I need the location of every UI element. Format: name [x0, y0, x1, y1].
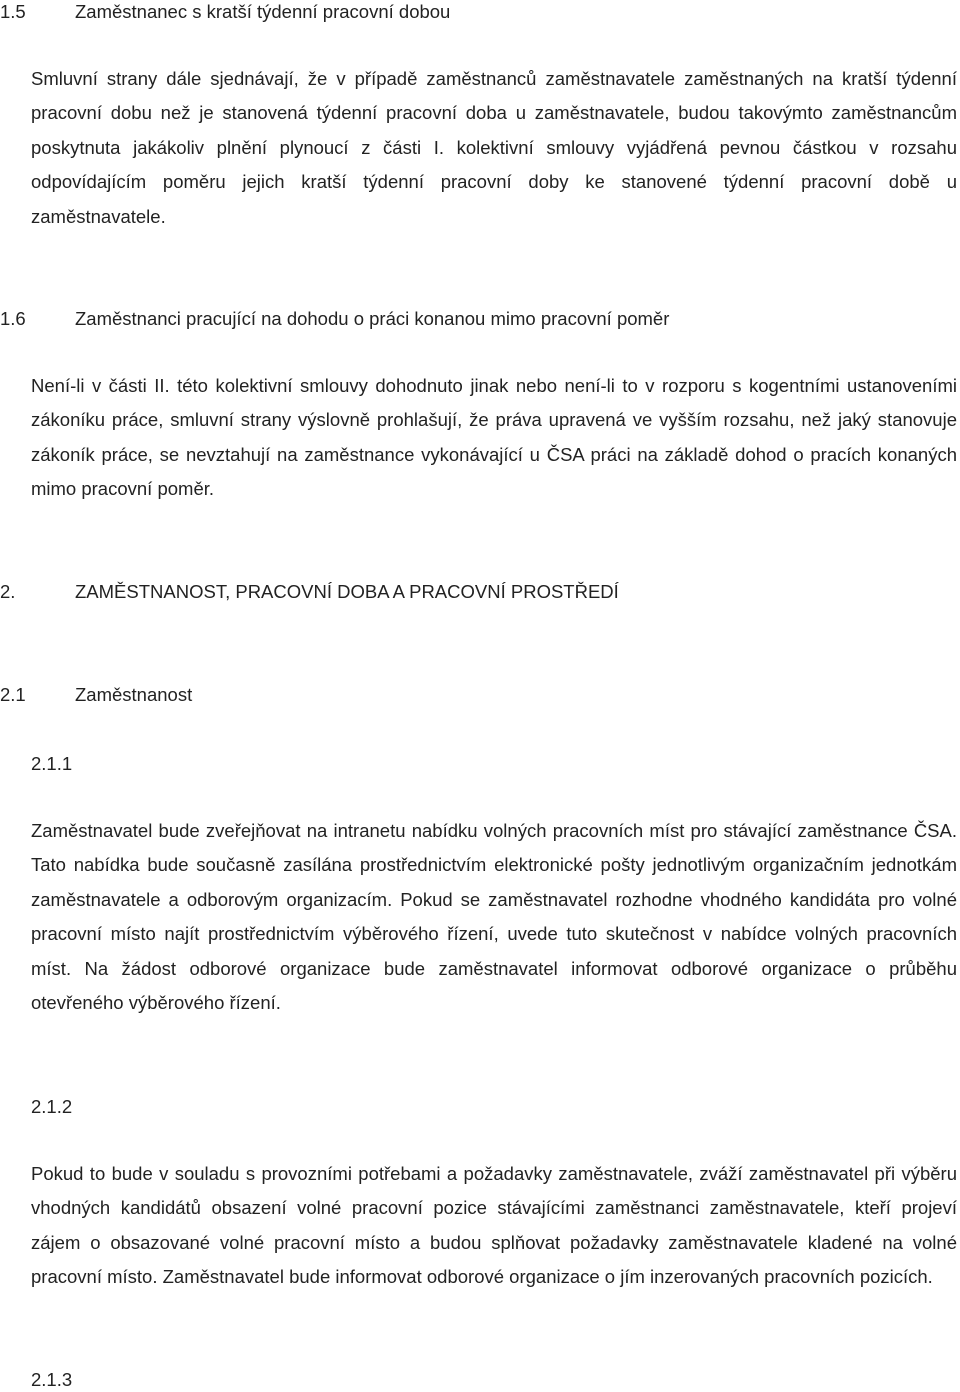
section-number: 1.5: [0, 1, 26, 22]
section-1-6-heading: [0, 307, 960, 331]
chapter-number: 2.: [0, 581, 16, 602]
clause-2-1-2-paragraph: Pokud to bude v souladu s provozními potřebami a požadavky zaměstnavatele, zváží zaměstnavatel při výběru vhodných kandidátů obsazení volné pracovní pozice stávajícími zaměstnanci zaměstnavatele, kteří projeví zájem o obsazované volné pracovní místo a budou splňovat požadavky zaměstnavatele kladené na volné pracovní místo. Zaměstnavatel bude informovat odborové organizace o jím inzerovaných pracovních pozicích.: [31, 1163, 957, 1288]
clause-2-1-1-number: 2.1.1: [31, 753, 73, 774]
chapter-title: ZAMĚSTNANOST, PRACOVNÍ DOBA A PRACOVNÍ PROSTŘEDÍ: [75, 581, 619, 602]
section-1-5-paragraph: Smluvní strany dále sjednávají, že v případě zaměstnanců zaměstnavatele zaměstnaných na kratší týdenní pracovní dobu než je stanovená týdenní pracovní doba u zaměstnavatele, budou takovýmto zaměstnancům poskytnuta jakákoliv plnění plynoucí z části I. kolektivní smlouvy vyjádřená pevnou částkou v rozsahu odpovídajícím poměru jejich kratší týdenní pracovní doby ke stanovené týdenní pracovní době u zaměstnavatele.: [31, 68, 957, 227]
clause-2-1-3-number: 2.1.3: [31, 1369, 73, 1390]
section-1-6-paragraph: Není-li v části II. této kolektivní smlouvy dohodnuto jinak nebo není-li to v rozporu s kogentními ustanoveními zákoníku práce, smluvní strany výslovně prohlašují, že práva upravená ve vyšším rozsahu, než jaký stanovuje zákoník práce, se nevztahují na zaměstnance vykonávající u ČSA práci na základě dohod o pracích konaných mimo pracovní poměr.: [31, 375, 957, 500]
clause-2-1-1-paragraph: Zaměstnavatel bude zveřejňovat na intranetu nabídku volných pracovních míst pro stávající zaměstnance ČSA. Tato nabídka bude současně zasílána prostřednictvím elektronické pošty jednotlivým organizačním jednotkám zaměstnavatele a odborovým organizacím. Pokud se zaměstnavatel rozhodne vhodného kandidáta pro volné pracovní místo najít prostřednictvím výběrového řízení, uvede tuto skutečnost v nabídce volných pracovních míst. Na žádost odborové organizace bude zaměstnavatel informovat odborové organizace o průběhu otevřeného výběrového řízení.: [31, 820, 957, 1014]
section-title: Zaměstnanec s kratší týdenní pracovní dobou: [75, 1, 451, 22]
section-title: Zaměstnanci pracující na dohodu o práci konanou mimo pracovní poměr: [75, 308, 670, 329]
section-1-5-heading: [0, 0, 960, 24]
section-title: Zaměstnanost: [75, 684, 193, 705]
section-number: 1.6: [0, 308, 26, 329]
chapter-2-heading: [0, 580, 960, 604]
clause-2-1-2-number: 2.1.2: [31, 1096, 73, 1117]
section-2-1-heading: [0, 683, 960, 707]
section-number: 2.1: [0, 684, 26, 705]
